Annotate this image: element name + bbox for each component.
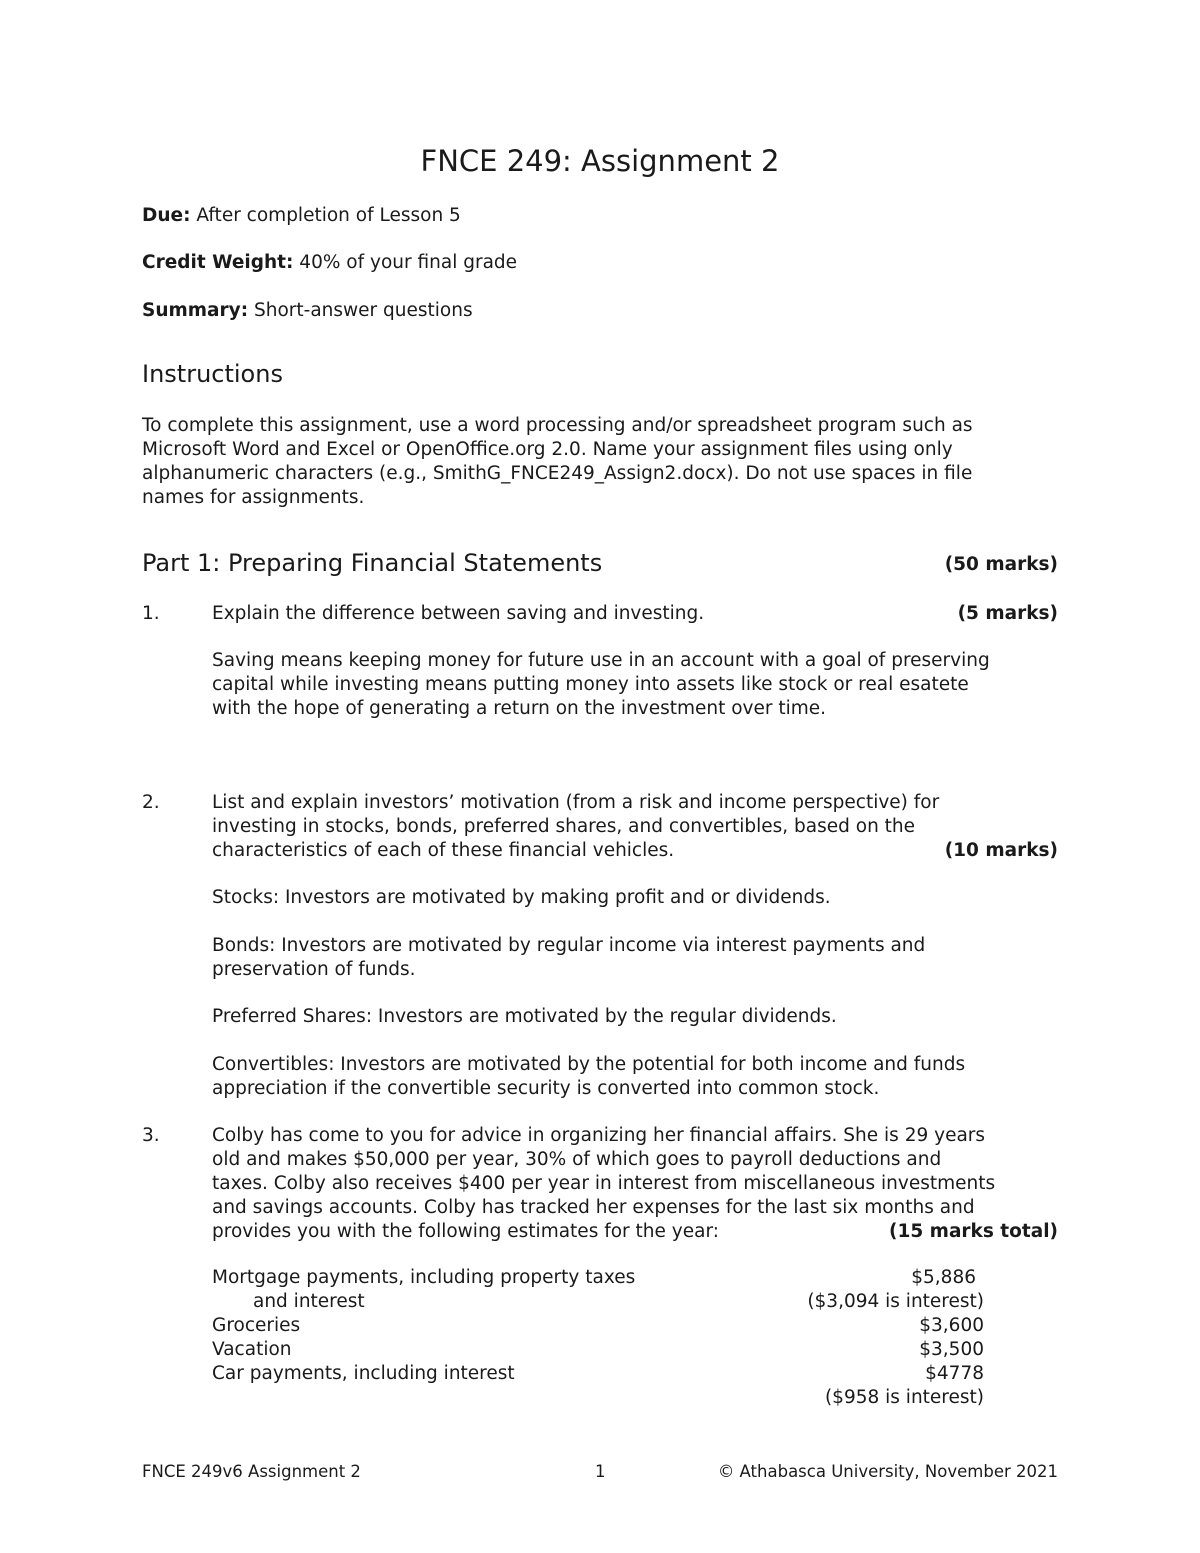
q3-marks: (15 marks total) — [889, 1221, 1058, 1242]
expense-groceries-value: $3,600 — [919, 1315, 984, 1336]
q2-marks: (10 marks) — [944, 840, 1058, 861]
instructions-paragraph — [142, 414, 1072, 510]
q2-bonds-line: Bonds: Investors are motivated by regular income via interest payments and — [212, 935, 926, 956]
due-line — [142, 204, 461, 228]
expense-vacation-value: $3,500 — [919, 1339, 984, 1360]
q3-text-line: old and makes $50,000 per year, 30% of which goes to payroll deductions and — [212, 1149, 942, 1170]
part1-title: Part 1: Preparing Financial Statements — [142, 549, 603, 577]
q1-answer-line: with the hope of generating a return on the investment over time. — [212, 698, 827, 719]
q2-convertibles-answer — [212, 1053, 1072, 1101]
expense-car-label: Car payments, including interest — [212, 1363, 515, 1384]
q2-text-line: characteristics of each of these financial vehicles. — [212, 840, 675, 861]
expense-mortgage-value: $5,886 — [911, 1267, 976, 1288]
instructions-line: names for assignments. — [142, 487, 365, 508]
q1-answer-line: Saving means keeping money for future use in an account with a goal of preserving — [212, 650, 990, 671]
page-title: FNCE 249: Assignment 2 — [420, 144, 780, 178]
expense-car-note: ($958 is interest) — [824, 1387, 984, 1408]
q3-text-line: taxes. Colby also receives $400 per year in interest from miscellaneous investments — [212, 1173, 996, 1194]
summary-label: Summary: — [142, 300, 249, 321]
q2-bonds-line: preservation of funds. — [212, 959, 416, 980]
instructions-heading: Instructions — [142, 360, 283, 388]
credit-weight-label: Credit Weight: — [142, 252, 294, 273]
q2-bonds-answer — [212, 934, 1072, 982]
instructions-line: alphanumeric characters (e.g., SmithG_FNCE249_Assign2.docx). Do not use spaces in file — [142, 463, 973, 484]
q2-stocks-answer — [212, 886, 1072, 910]
q3-number: 3. — [142, 1125, 160, 1146]
expense-groceries-label: Groceries — [212, 1315, 301, 1336]
expense-vacation-label: Vacation — [212, 1339, 292, 1360]
due-label: Due: — [142, 205, 191, 226]
footer-page-number: 1 — [595, 1462, 606, 1481]
q1-marks: (5 marks) — [957, 603, 1058, 624]
credit-weight-value: 40% of your final grade — [299, 252, 518, 273]
q2-stocks-line: Stocks: Investors are motivated by making profit and or dividends. — [212, 887, 831, 908]
summary-line — [142, 299, 473, 323]
q2-number: 2. — [142, 792, 160, 813]
summary-value: Short-answer questions — [254, 300, 473, 321]
q2-convertibles-line: appreciation if the convertible security is converted into common stock. — [212, 1078, 880, 1099]
footer-course: FNCE 249v6 Assignment 2 — [142, 1462, 361, 1481]
q3-text-line: and savings accounts. Colby has tracked her expenses for the last six months and — [212, 1197, 975, 1218]
q2-convertibles-line: Convertibles: Investors are motivated by the potential for both income and funds — [212, 1054, 966, 1075]
q2-preferred-answer — [212, 1005, 1072, 1029]
q1-answer — [212, 649, 1072, 721]
q2-text-line: investing in stocks, bonds, preferred shares, and convertibles, based on the — [212, 816, 916, 837]
part1-marks: (50 marks) — [944, 554, 1058, 575]
q3-text-line: Colby has come to you for advice in organizing her financial affairs. She is 29 years — [212, 1125, 986, 1146]
instructions-line: To complete this assignment, use a word processing and/or spreadsheet program such as — [142, 415, 973, 436]
due-value: After completion of Lesson 5 — [196, 205, 461, 226]
expense-mortgage-note: ($3,094 is interest) — [807, 1291, 984, 1312]
expense-car-value: $4778 — [925, 1363, 984, 1384]
q2-text — [212, 791, 1072, 863]
footer-copyright: © Athabasca University, November 2021 — [717, 1462, 1058, 1481]
q1-answer-line: capital while investing means putting money into assets like stock or real esatete — [212, 674, 969, 695]
q1-text-line: Explain the difference between saving and investing. — [212, 603, 705, 624]
q1-text — [212, 602, 1072, 626]
q2-text-line: List and explain investors’ motivation (from a risk and income perspective) for — [212, 792, 940, 813]
expense-mortgage-label-cont: and interest — [253, 1291, 365, 1312]
q1-number: 1. — [142, 603, 160, 624]
instructions-line: Microsoft Word and Excel or OpenOffice.org 2.0. Name your assignment files using only — [142, 439, 953, 460]
credit-weight-line — [142, 251, 517, 275]
q3-text-line: provides you with the following estimates for the year: — [212, 1221, 719, 1242]
q2-preferred-line: Preferred Shares: Investors are motivated by the regular dividends. — [212, 1006, 837, 1027]
expense-mortgage-label: Mortgage payments, including property taxes — [212, 1267, 636, 1288]
